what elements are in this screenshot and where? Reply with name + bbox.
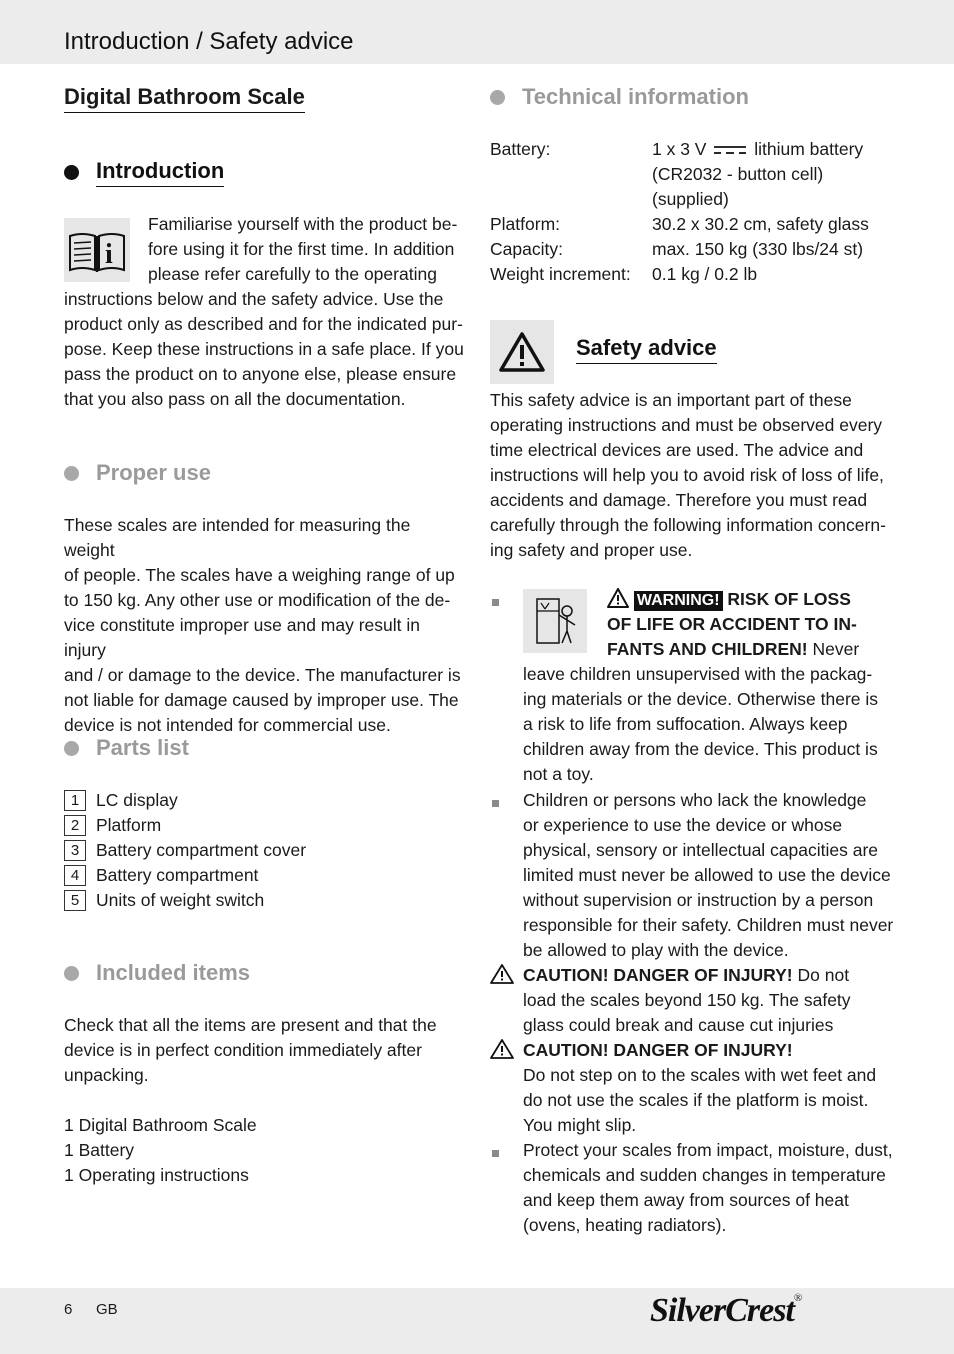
section-heading-included-items	[64, 960, 250, 986]
parts-list	[64, 788, 464, 913]
parts-list-heading-text: Parts list	[96, 735, 189, 760]
part-label: Units of weight switch	[96, 890, 265, 910]
warning-line-1	[607, 587, 902, 612]
caution-triangle-icon	[490, 1039, 514, 1059]
text-line: pose. Keep these instructions in a safe place. If you	[64, 339, 464, 359]
section-heading-introduction	[64, 158, 224, 187]
included-item: 1 Battery	[64, 1140, 135, 1160]
tech-label: Battery:	[490, 139, 551, 159]
tech-label: Weight increment:	[490, 264, 631, 284]
text-line: device is in perfect condition immediately after	[64, 1040, 422, 1060]
text-line: limited must never be allowed to use the device	[523, 865, 891, 885]
included-item: 1 Operating instructions	[64, 1165, 249, 1185]
included-items-list	[64, 1113, 464, 1188]
text-line: operating instructions and must be observed every	[490, 415, 883, 435]
text-line: of people. The scales have a weighing range of up	[64, 565, 455, 585]
section-heading-technical-information	[490, 84, 749, 110]
tech-value-part: lithium battery	[754, 139, 864, 159]
part-number-box: 2	[64, 815, 86, 836]
page-number: 6	[64, 1301, 73, 1318]
text-line: Familiarise yourself with the product be-	[148, 214, 458, 234]
text-line: Do not step on to the scales with wet feet and	[523, 1065, 877, 1085]
warning-bold-text: OF LIFE OR ACCIDENT TO IN-	[607, 614, 857, 634]
text-line: product only as described and for the indicated pur-	[64, 314, 463, 334]
text-line: not a toy.	[523, 764, 594, 784]
warning-triangle-icon	[490, 320, 554, 384]
svg-text:i: i	[105, 239, 113, 270]
part-label: Battery compartment cover	[96, 840, 307, 860]
tech-value: max. 150 kg (330 lbs/24 st)	[652, 239, 864, 259]
tech-row-capacity	[490, 237, 910, 262]
text-line: do not use the scales if the platform is moist.	[523, 1090, 869, 1110]
text-line: instructions below and the safety advice. Use the	[64, 289, 444, 309]
tech-value: (CR2032 - button cell)	[652, 164, 824, 184]
tech-value	[652, 137, 863, 162]
registered-mark: ®	[793, 1292, 802, 1304]
section-heading-safety-advice	[576, 335, 717, 364]
tech-row-battery	[490, 137, 910, 162]
tech-value: 0.1 kg / 0.2 lb	[652, 264, 758, 284]
technical-table	[490, 137, 910, 287]
dc-current-icon	[713, 144, 747, 156]
tech-label: Capacity:	[490, 239, 563, 259]
bullet-square	[492, 800, 499, 807]
included-items-text	[64, 1013, 464, 1088]
language-code: GB	[96, 1301, 118, 1318]
proper-use-text	[64, 513, 464, 738]
bullet-square	[492, 599, 499, 606]
tech-value-part: 1 x 3 V	[652, 139, 707, 159]
introduction-text	[64, 287, 464, 412]
parts-list-item	[64, 788, 464, 813]
bullet-dot	[64, 466, 79, 481]
tech-value: (supplied)	[652, 189, 729, 209]
parts-list-item	[64, 888, 464, 913]
part-label: LC display	[96, 790, 178, 810]
bullet-dot	[64, 165, 79, 180]
text-fragment: Never	[812, 639, 860, 659]
part-number-box: 1	[64, 790, 86, 811]
text-line: This safety advice is an important part of these	[490, 390, 852, 410]
caution-triangle-icon	[490, 964, 514, 984]
protect-text	[523, 1138, 903, 1238]
text-line: carefully through the following information concern-	[490, 515, 886, 535]
document-title: Digital Bathroom Scale	[64, 84, 305, 113]
text-line: instructions will help you to avoid risk of loss of life,	[490, 465, 884, 485]
tech-row-increment	[490, 262, 910, 287]
text-line: that you also pass on all the documentation.	[64, 389, 406, 409]
child-danger-icon	[523, 589, 587, 653]
text-line: fore using it for the first time. In addition	[148, 239, 455, 259]
text-line: be allowed to play with the device.	[523, 940, 789, 960]
technical-heading-text: Technical information	[522, 84, 749, 109]
caution-2-text	[523, 1038, 903, 1138]
proper-use-heading-text: Proper use	[96, 460, 211, 485]
section-heading-parts-list	[64, 735, 189, 761]
text-line: not liable for damage caused by improper use. The	[64, 690, 459, 710]
part-number-box: 3	[64, 840, 86, 861]
children-persons-text	[523, 788, 903, 963]
warning-small-triangle-icon	[607, 588, 629, 608]
text-line: Protect your scales from impact, moisture, dust,	[523, 1140, 893, 1160]
text-line: to 150 kg. Any other use or modification of the de-	[64, 590, 451, 610]
safety-intro-text	[490, 388, 900, 563]
caution-bold-text: CAUTION! DANGER OF INJURY!	[523, 965, 793, 985]
text-line: time electrical devices are used. The advice and	[490, 440, 864, 460]
text-line: You might slip.	[523, 1115, 637, 1135]
text-line: ing materials or the device. Otherwise there is	[523, 689, 879, 709]
parts-list-item	[64, 863, 464, 888]
bullet-dot	[490, 90, 505, 105]
warning-line-3	[607, 637, 902, 662]
text-line: and / or damage to the device. The manufacturer is	[64, 665, 461, 685]
text-fragment: Do not	[797, 965, 850, 985]
footer-band	[0, 1288, 954, 1354]
bullet-dot	[64, 966, 79, 981]
included-item: 1 Digital Bathroom Scale	[64, 1115, 257, 1135]
text-line: vice constitute improper use and may result in injury	[64, 615, 420, 660]
tech-row-battery-cont	[490, 162, 910, 187]
page-header-title: Introduction / Safety advice	[64, 28, 354, 55]
text-line: ing safety and proper use.	[490, 540, 693, 560]
info-book-icon	[64, 218, 130, 282]
brand-name: SilverCrest	[650, 1292, 794, 1329]
tech-value: 30.2 x 30.2 cm, safety glass	[652, 214, 869, 234]
warning-bold-text: FANTS AND CHILDREN!	[607, 639, 808, 659]
bullet-square	[492, 1150, 499, 1157]
warning-children-head	[607, 587, 902, 662]
parts-list-item	[64, 813, 464, 838]
text-line: leave children unsupervised with the packag-	[523, 664, 873, 684]
introduction-text-wrapped	[148, 212, 468, 287]
tech-label-empty	[490, 187, 652, 212]
text-line: Children or persons who lack the knowledge	[523, 790, 867, 810]
text-line: (ovens, heating radiators).	[523, 1215, 727, 1235]
safety-heading-text: Safety advice	[576, 335, 717, 364]
part-number-box: 4	[64, 865, 86, 886]
text-line: glass could break and cause cut injuries	[523, 1015, 834, 1035]
bullet-dot	[64, 741, 79, 756]
part-label: Battery compartment	[96, 865, 259, 885]
text-line: children away from the device. This product is	[523, 739, 878, 759]
part-number-box: 5	[64, 890, 86, 911]
warning-tag: WARNING!	[634, 591, 723, 611]
text-line: without supervision or instruction by a person	[523, 890, 874, 910]
tech-row-battery-cont	[490, 187, 910, 212]
text-line: accidents and damage. Therefore you must read	[490, 490, 868, 510]
warning-children-text	[523, 662, 903, 787]
text-line: or experience to use the device or whose	[523, 815, 843, 835]
text-line: unpacking.	[64, 1065, 149, 1085]
text-line: chemicals and sudden changes in temperature	[523, 1165, 886, 1185]
warning-bold-text: RISK OF LOSS	[727, 589, 851, 609]
text-line: please refer carefully to the operating	[148, 264, 437, 284]
caution-line	[523, 963, 903, 988]
parts-list-item	[64, 838, 464, 863]
text-line: device is not intended for commercial use.	[64, 715, 391, 735]
text-line: pass the product on to anyone else, please ensure	[64, 364, 457, 384]
text-line: responsible for their safety. Children must never	[523, 915, 894, 935]
introduction-heading-text: Introduction	[96, 158, 224, 187]
tech-row-platform	[490, 212, 910, 237]
caution-1-text	[523, 963, 903, 1038]
text-line: load the scales beyond 150 kg. The safety	[523, 990, 851, 1010]
section-heading-proper-use	[64, 460, 211, 486]
text-line: a risk to life from suffocation. Always keep	[523, 714, 848, 734]
text-line: physical, sensory or intellectual capacities are	[523, 840, 879, 860]
tech-label: Platform:	[490, 214, 561, 234]
text-line: Check that all the items are present and that the	[64, 1015, 437, 1035]
part-label: Platform	[96, 815, 162, 835]
tech-label-empty	[490, 162, 652, 187]
text-line: These scales are intended for measuring the weight	[64, 515, 411, 560]
brand-logo	[650, 1292, 801, 1330]
included-items-heading-text: Included items	[96, 960, 251, 985]
text-line: and keep them away from sources of heat	[523, 1190, 849, 1210]
caution-bold-text: CAUTION! DANGER OF INJURY!	[523, 1040, 793, 1060]
